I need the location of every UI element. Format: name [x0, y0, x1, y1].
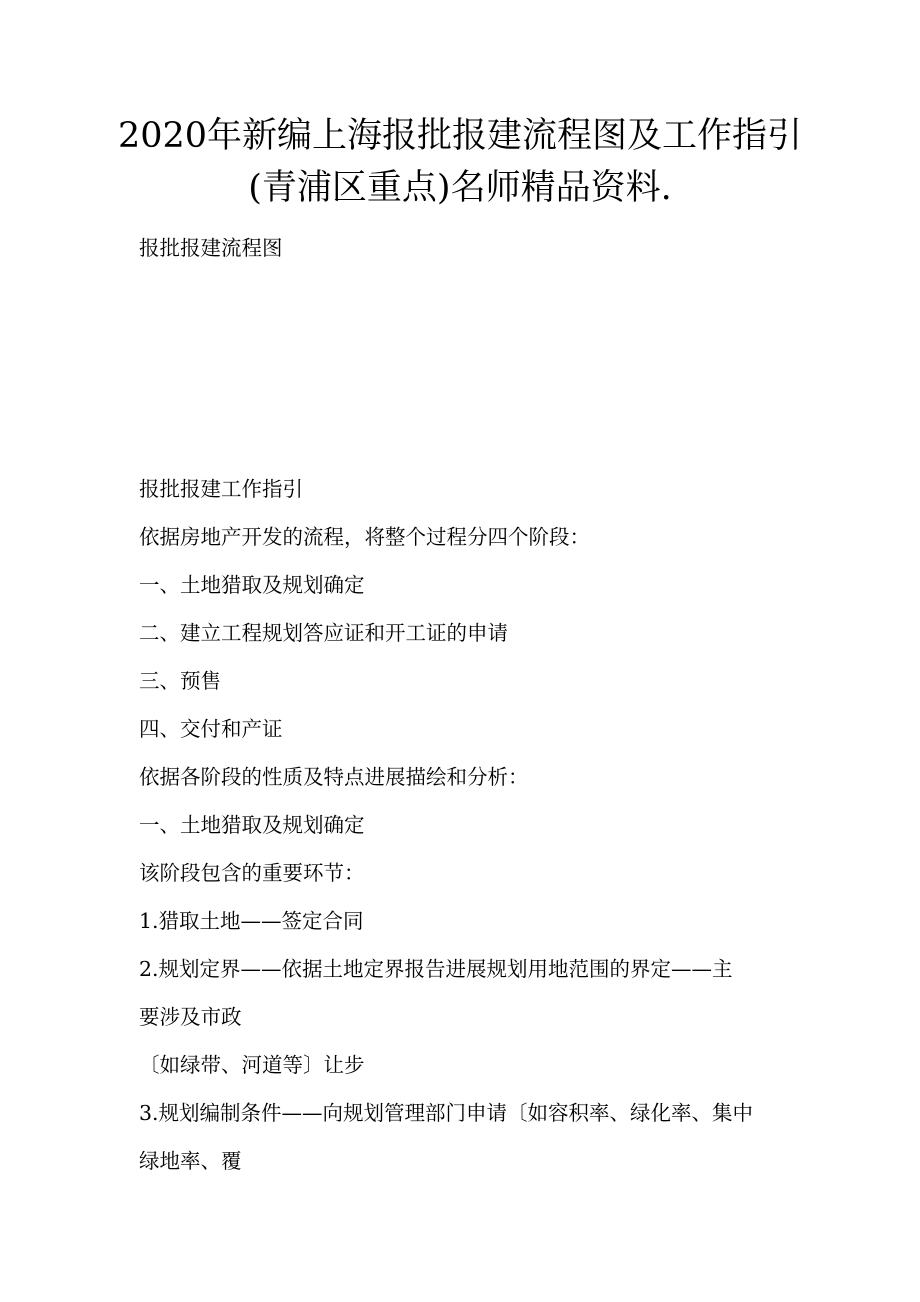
- stage-item-2: 二、建立工程规划答应证和开工证的申请: [139, 621, 508, 645]
- guide-heading: 报批报建工作指引: [139, 477, 303, 501]
- intro-paragraph: 依据房地产开发的流程，将整个过程分四个阶段：: [139, 525, 590, 549]
- stage-item-1: 一、土地猎取及规划确定: [139, 573, 365, 597]
- analysis-intro: 依据各阶段的性质及特点进展描绘和分析：: [139, 765, 529, 789]
- list-item-2-note: 〔如绿带、河道等〕让步: [139, 1053, 365, 1077]
- section-1-heading: 一、土地猎取及规划确定: [139, 813, 365, 837]
- list-item-2: 2.规划定界——依据土地定界报告进展规划用地范围的界定——主: [139, 957, 733, 981]
- document-title-line-1: 2020年新编上海报批报建流程图及工作指引: [117, 116, 803, 156]
- stage-item-3: 三、预售: [139, 669, 221, 693]
- list-item-2-continued: 要涉及市政: [139, 1005, 242, 1029]
- list-item-3-continued: 绿地率、覆: [139, 1149, 242, 1173]
- list-item-1: 1.猎取土地——签定合同: [139, 909, 364, 933]
- list-item-3: 3.规划编制条件——向规划管理部门申请〔如容积率、绿化率、集中: [139, 1101, 754, 1125]
- stage-item-4: 四、交付和产证: [139, 717, 283, 741]
- section-1-intro: 该阶段包含的重要环节：: [139, 861, 365, 885]
- flowchart-heading: 报批报建流程图: [139, 236, 283, 260]
- document-title-line-2: (青浦区重点)名师精品资料.: [248, 168, 672, 208]
